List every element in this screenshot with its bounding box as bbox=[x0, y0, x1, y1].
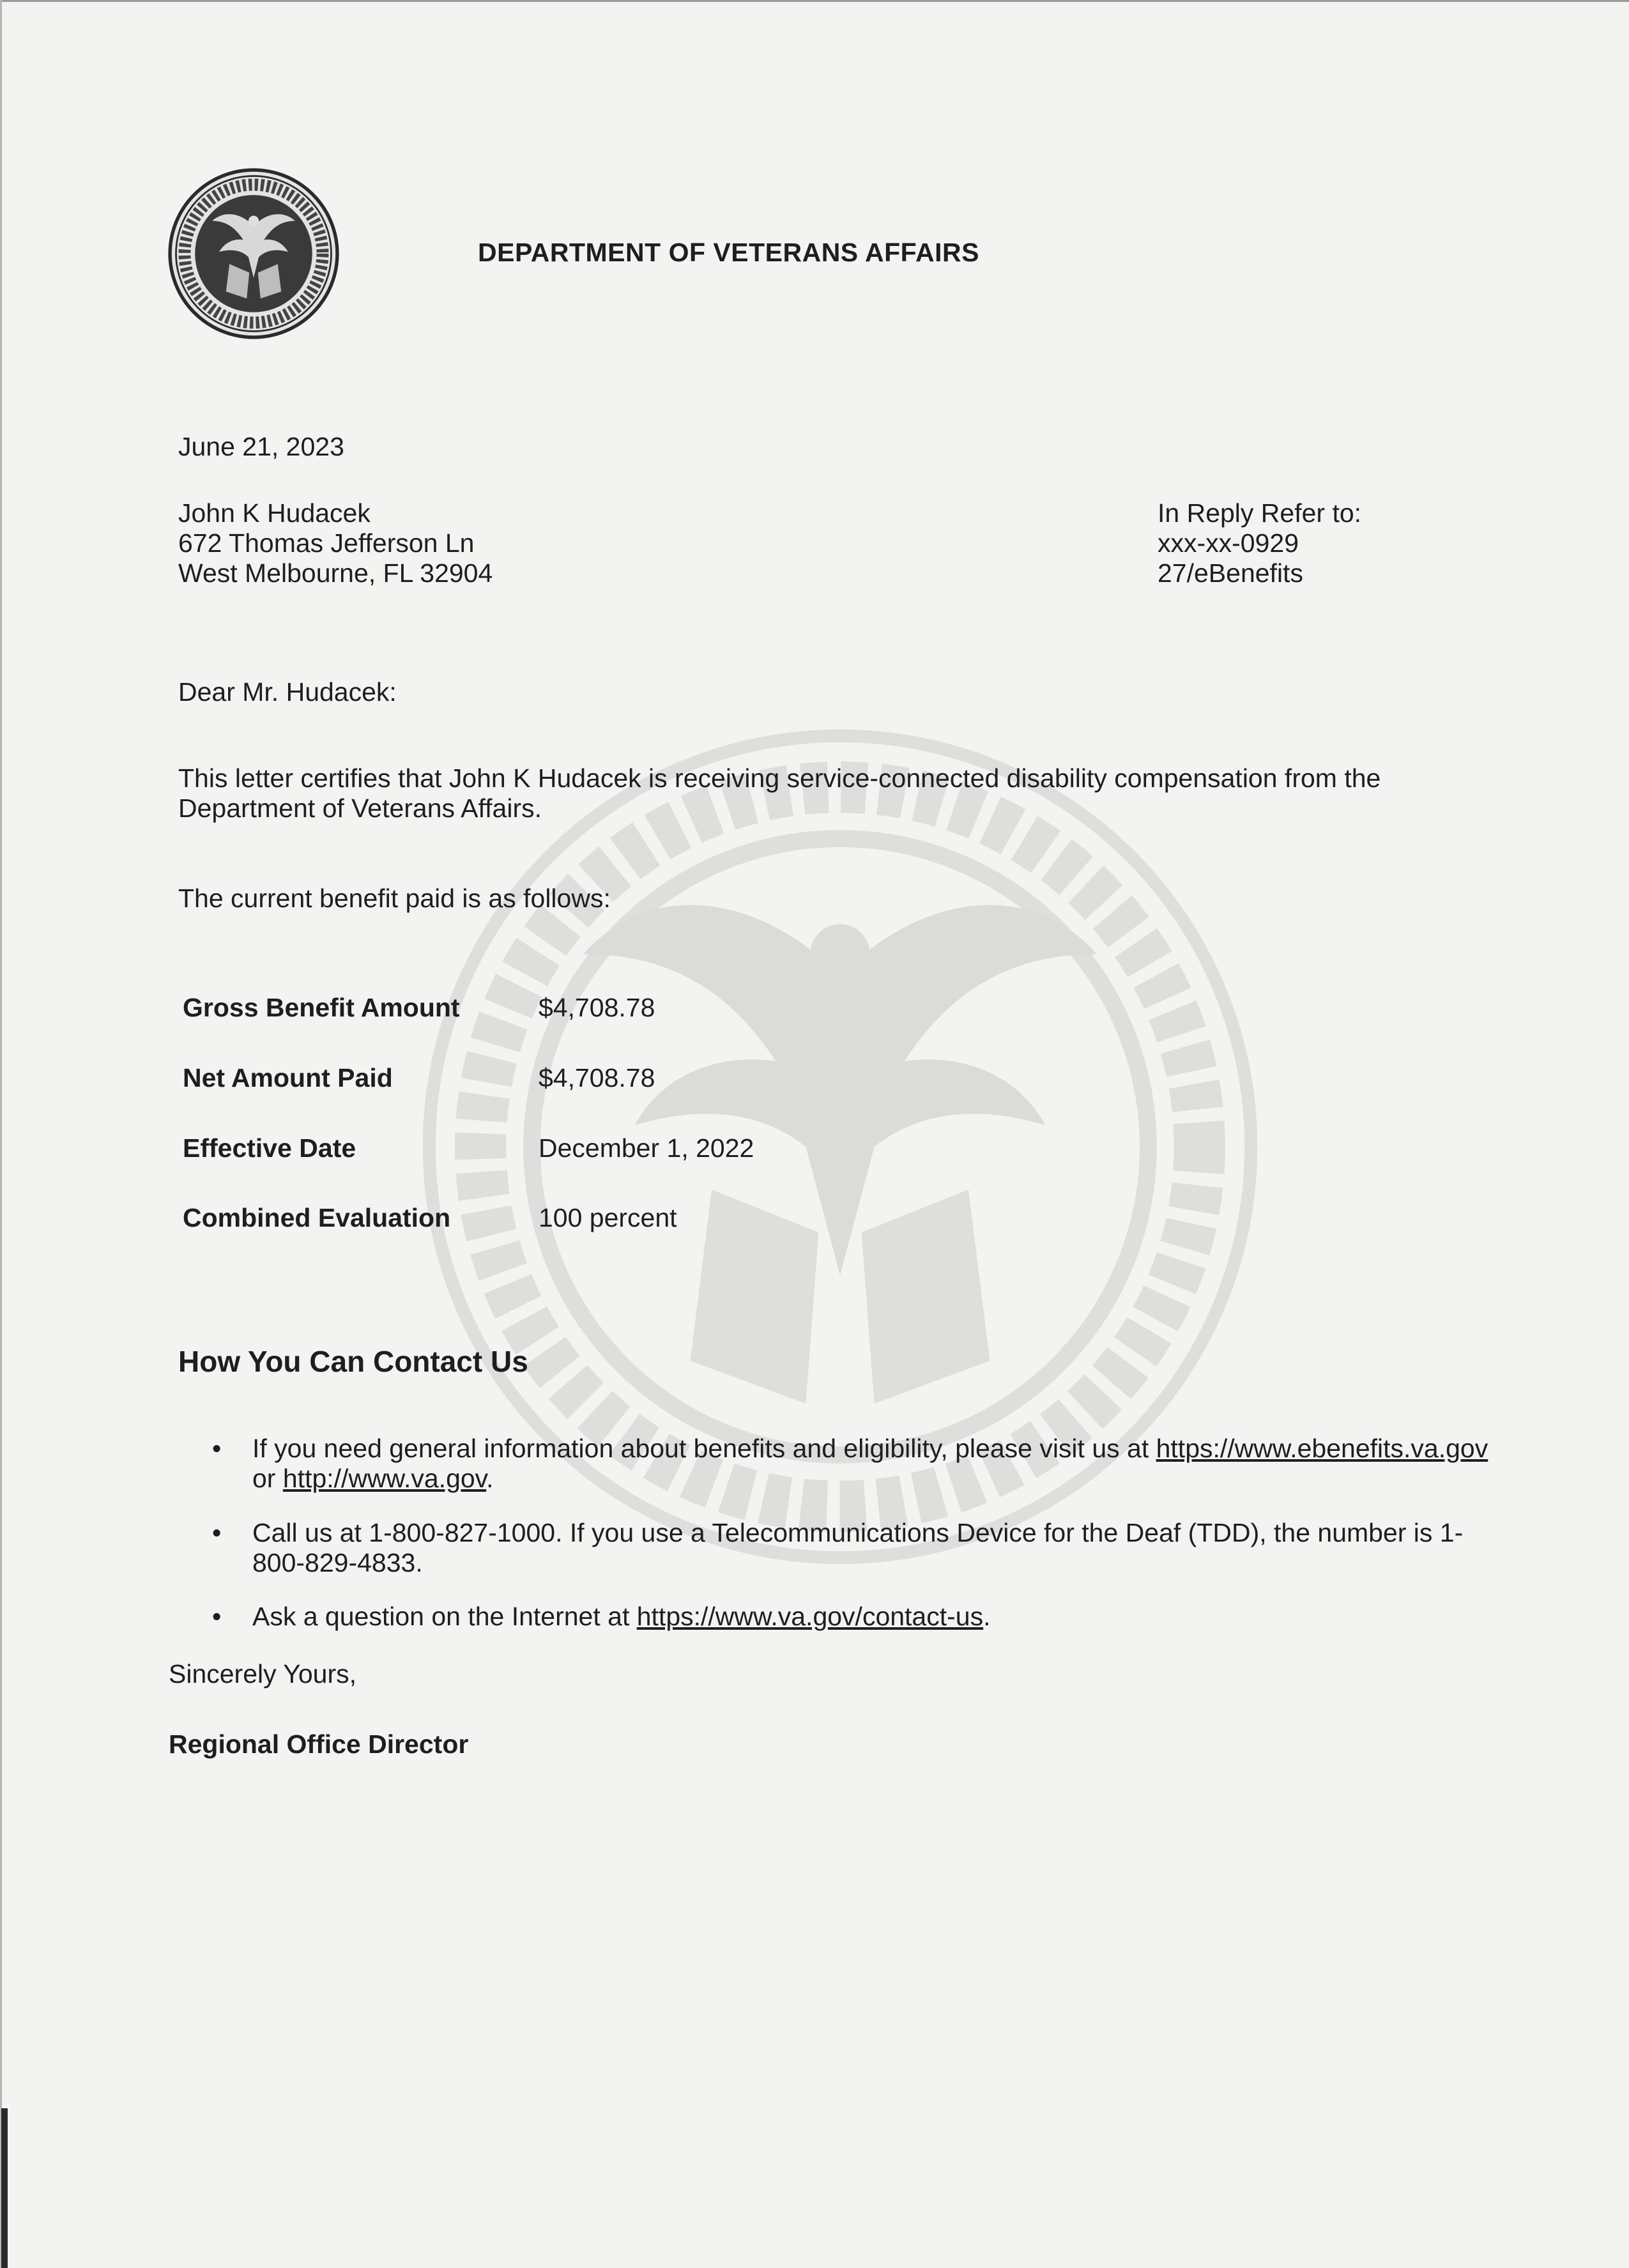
scan-edge-mark bbox=[1, 2108, 8, 2268]
benefit-value-evaluation: 100 percent bbox=[539, 1203, 677, 1232]
va-seal-icon bbox=[167, 167, 340, 340]
contact-heading: How You Can Contact Us bbox=[178, 1345, 528, 1378]
department-title: DEPARTMENT OF VETERANS AFFAIRS bbox=[478, 238, 979, 267]
recipient-city: West Melbourne, FL 32904 bbox=[178, 558, 493, 588]
scan-edge-top bbox=[0, 0, 1629, 2]
contact-item-3 bbox=[252, 1602, 991, 1632]
recipient-name: John K Hudacek bbox=[178, 498, 371, 528]
certification-line-1: This letter certifies that John K Hudacek is receiving service-connected disability compensation from the bbox=[178, 763, 1381, 793]
office-code: 27/eBenefits bbox=[1158, 558, 1303, 588]
contact-item-2-line-1: Call us at 1-800-827-1000. If you use a Telecommunications Device for the Deaf (TDD), the number is 1- bbox=[252, 1518, 1464, 1547]
reply-refer-label: In Reply Refer to: bbox=[1158, 498, 1362, 528]
signer-title: Regional Office Director bbox=[169, 1729, 469, 1759]
contact-item-3-text: Ask a question on the Internet at bbox=[252, 1602, 637, 1631]
benefit-label-effective-date: Effective Date bbox=[183, 1133, 356, 1163]
benefit-value-effective-date: December 1, 2022 bbox=[539, 1133, 754, 1163]
bullet-3: • bbox=[212, 1602, 222, 1631]
benefit-label-net: Net Amount Paid bbox=[183, 1063, 393, 1092]
recipient-street: 672 Thomas Jefferson Ln bbox=[178, 528, 475, 558]
benefit-label-gross: Gross Benefit Amount bbox=[183, 993, 460, 1022]
file-number: xxx-xx-0929 bbox=[1158, 528, 1299, 558]
salutation: Dear Mr. Hudacek: bbox=[178, 677, 397, 707]
benefit-value-gross: $4,708.78 bbox=[539, 993, 655, 1022]
benefit-intro: The current benefit paid is as follows: bbox=[178, 884, 611, 913]
contact-item-1 bbox=[252, 1434, 1488, 1464]
contact-item-1-or: or bbox=[252, 1464, 283, 1493]
bullet-1: • bbox=[212, 1434, 222, 1463]
contact-item-1-cont bbox=[252, 1464, 494, 1494]
contact-item-3-end: . bbox=[983, 1602, 991, 1631]
bullet-2: • bbox=[212, 1518, 222, 1547]
benefit-label-evaluation: Combined Evaluation bbox=[183, 1203, 451, 1232]
contact-us-link[interactable]: https://www.va.gov/contact-us bbox=[636, 1602, 984, 1631]
va-gov-link[interactable]: http://www.va.gov bbox=[282, 1464, 487, 1493]
certification-line-2: Department of Veterans Affairs. bbox=[178, 793, 542, 823]
benefit-value-net: $4,708.78 bbox=[539, 1063, 655, 1092]
contact-item-2-line-2: 800-829-4833. bbox=[252, 1548, 423, 1577]
scan-edge-left bbox=[0, 0, 2, 2268]
letter-date: June 21, 2023 bbox=[178, 432, 344, 461]
contact-item-1-end: . bbox=[486, 1464, 494, 1493]
valediction: Sincerely Yours, bbox=[169, 1659, 357, 1689]
ebenefits-link[interactable]: https://www.ebenefits.va.gov bbox=[1156, 1434, 1488, 1463]
contact-item-1-text: If you need general information about benefits and eligibility, please visit us at bbox=[252, 1434, 1156, 1463]
